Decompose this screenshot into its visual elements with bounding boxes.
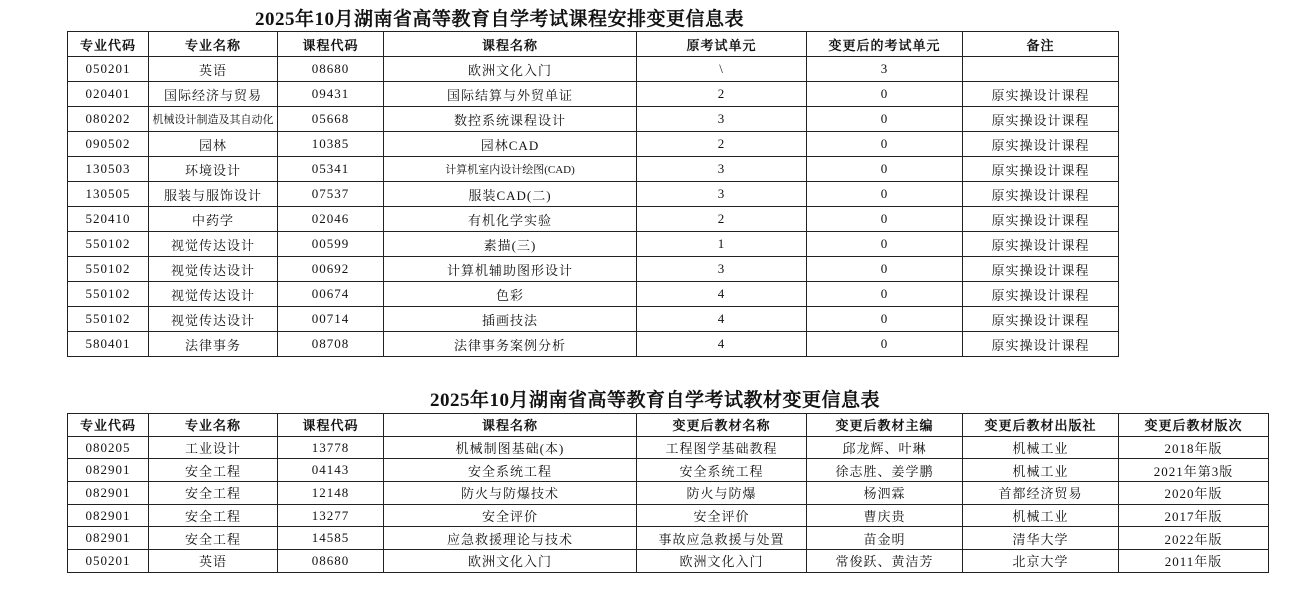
table-cell: 082901 [68, 459, 149, 482]
table-cell: 0 [807, 232, 963, 257]
table-cell: 020401 [68, 82, 149, 107]
table-cell: 中药学 [149, 207, 278, 232]
table-cell: 原实操设计课程 [963, 132, 1119, 157]
table-cell: 英语 [149, 550, 278, 573]
table-cell: 原实操设计课程 [963, 232, 1119, 257]
table-row [68, 550, 1269, 573]
column-header: 专业代码 [68, 414, 149, 437]
table-cell: 13277 [278, 504, 384, 527]
table-cell: 工程图学基础教程 [637, 436, 807, 459]
table-cell: 防火与防爆技术 [384, 482, 637, 505]
table-cell: 视觉传达设计 [149, 232, 278, 257]
table-cell: 原实操设计课程 [963, 282, 1119, 307]
table-cell: 05341 [278, 157, 384, 182]
table-row [68, 332, 1119, 357]
table-cell: 3 [637, 257, 807, 282]
table-cell: 欧洲文化入门 [384, 550, 637, 573]
table-row [68, 459, 1269, 482]
table-cell: 欧洲文化入门 [384, 57, 637, 82]
table-cell: 国际经济与贸易 [149, 82, 278, 107]
table-row [68, 157, 1119, 182]
table-cell: 1 [637, 232, 807, 257]
table-cell: 0 [807, 207, 963, 232]
table-cell: 050201 [68, 550, 149, 573]
table-cell: 原实操设计课程 [963, 257, 1119, 282]
table-cell: 00599 [278, 232, 384, 257]
table-row [68, 282, 1119, 307]
table-cell: 090502 [68, 132, 149, 157]
table-cell: 原实操设计课程 [963, 332, 1119, 357]
column-header: 变更后教材主编 [807, 414, 963, 437]
table-cell: 00674 [278, 282, 384, 307]
table-cell: 应急救援理论与技术 [384, 527, 637, 550]
table-cell: 12148 [278, 482, 384, 505]
table-cell: 机械设计制造及其自动化 [149, 107, 278, 132]
column-header: 备注 [963, 32, 1119, 57]
table-cell: 英语 [149, 57, 278, 82]
table-cell: 机械制图基础(本) [384, 436, 637, 459]
table-cell: 2 [637, 82, 807, 107]
table-cell: 580401 [68, 332, 149, 357]
table-cell: 工业设计 [149, 436, 278, 459]
course-change-table [67, 31, 1119, 357]
table-cell: 原实操设计课程 [963, 307, 1119, 332]
table-cell: 安全评价 [637, 504, 807, 527]
table-cell: 有机化学实验 [384, 207, 637, 232]
table-header-row [68, 414, 1269, 437]
table-cell: 园林 [149, 132, 278, 157]
table-cell: 首都经济贸易 [963, 482, 1119, 505]
table-row [68, 57, 1119, 82]
table-cell: 550102 [68, 257, 149, 282]
column-header: 原考试单元 [637, 32, 807, 57]
table-cell: 0 [807, 307, 963, 332]
table-cell: 2018年版 [1119, 436, 1269, 459]
table-cell: 550102 [68, 232, 149, 257]
table-cell: 3 [637, 182, 807, 207]
table-cell: 2017年版 [1119, 504, 1269, 527]
table-cell: 机械工业 [963, 504, 1119, 527]
table-header-row [68, 32, 1119, 57]
table-cell: 计算机辅助图形设计 [384, 257, 637, 282]
table-cell: 国际结算与外贸单证 [384, 82, 637, 107]
table-cell: 0 [807, 257, 963, 282]
table-cell: 3 [637, 107, 807, 132]
table-cell: 0 [807, 332, 963, 357]
table-cell: 080205 [68, 436, 149, 459]
table-cell: 082901 [68, 482, 149, 505]
table-cell: 0 [807, 182, 963, 207]
column-header: 变更后教材出版社 [963, 414, 1119, 437]
table-cell: 邱龙辉、叶琳 [807, 436, 963, 459]
table-cell: 00714 [278, 307, 384, 332]
table-cell: 130503 [68, 157, 149, 182]
table-cell: 安全工程 [149, 504, 278, 527]
textbook-change-table [67, 413, 1269, 573]
table-cell: 安全评价 [384, 504, 637, 527]
table-cell: 02046 [278, 207, 384, 232]
table-cell: 2021年第3版 [1119, 459, 1269, 482]
column-header: 专业名称 [149, 32, 278, 57]
table-cell: 2 [637, 207, 807, 232]
table-cell: 2011年版 [1119, 550, 1269, 573]
column-header: 专业名称 [149, 414, 278, 437]
table-cell: 550102 [68, 307, 149, 332]
table-row [68, 207, 1119, 232]
table-cell: 数控系统课程设计 [384, 107, 637, 132]
table-cell: 服装与服饰设计 [149, 182, 278, 207]
course-change-table-title: 2025年10月湖南省高等教育自学考试课程安排变更信息表 [255, 9, 745, 30]
table-cell: 0 [807, 107, 963, 132]
column-header: 课程代码 [278, 32, 384, 57]
table-cell: 0 [807, 157, 963, 182]
table-cell: 插画技法 [384, 307, 637, 332]
table-cell: 服装CAD(二) [384, 182, 637, 207]
table-cell: 原实操设计课程 [963, 157, 1119, 182]
table-cell: 北京大学 [963, 550, 1119, 573]
table-cell: 法律事务案例分析 [384, 332, 637, 357]
table-cell: 徐志胜、姜学鹏 [807, 459, 963, 482]
table-cell: 082901 [68, 527, 149, 550]
table-cell: 视觉传达设计 [149, 282, 278, 307]
table-cell: 2020年版 [1119, 482, 1269, 505]
table-cell: 082901 [68, 504, 149, 527]
table-cell: 素描(三) [384, 232, 637, 257]
table-cell: 520410 [68, 207, 149, 232]
table-row [68, 436, 1269, 459]
table-cell: 原实操设计课程 [963, 82, 1119, 107]
column-header: 课程代码 [278, 414, 384, 437]
table-cell: 原实操设计课程 [963, 207, 1119, 232]
table-cell: 130505 [68, 182, 149, 207]
table-cell: 08680 [278, 57, 384, 82]
table-cell: 2022年版 [1119, 527, 1269, 550]
column-header: 课程名称 [384, 32, 637, 57]
table-cell: 环境设计 [149, 157, 278, 182]
table-cell: 3 [637, 157, 807, 182]
table-cell: 0 [807, 282, 963, 307]
column-header: 变更后的考试单元 [807, 32, 963, 57]
table-cell: 2 [637, 132, 807, 157]
table-cell: 安全工程 [149, 482, 278, 505]
table-cell: 欧洲文化入门 [637, 550, 807, 573]
table-cell: 安全系统工程 [384, 459, 637, 482]
table-cell: 安全工程 [149, 527, 278, 550]
table-row [68, 482, 1269, 505]
table-row [68, 82, 1119, 107]
table-cell: 04143 [278, 459, 384, 482]
table-cell: 色彩 [384, 282, 637, 307]
table-cell: 08708 [278, 332, 384, 357]
table-cell: 14585 [278, 527, 384, 550]
table-cell: 10385 [278, 132, 384, 157]
table-cell: 0 [807, 82, 963, 107]
column-header: 专业代码 [68, 32, 149, 57]
table-row [68, 527, 1269, 550]
column-header: 变更后教材版次 [1119, 414, 1269, 437]
table-cell: 4 [637, 282, 807, 307]
table-cell: 清华大学 [963, 527, 1119, 550]
table-cell: 法律事务 [149, 332, 278, 357]
table-cell: 13778 [278, 436, 384, 459]
table-cell: 0 [807, 132, 963, 157]
table-row [68, 504, 1269, 527]
table-cell: 00692 [278, 257, 384, 282]
table-cell: 曹庆贵 [807, 504, 963, 527]
column-header: 变更后教材名称 [637, 414, 807, 437]
table-row [68, 107, 1119, 132]
table-cell: 080202 [68, 107, 149, 132]
table-cell: 原实操设计课程 [963, 107, 1119, 132]
table-cell: 550102 [68, 282, 149, 307]
table-cell: 安全系统工程 [637, 459, 807, 482]
table-cell: 3 [807, 57, 963, 82]
table-cell: 事故应急救援与处置 [637, 527, 807, 550]
table-cell: 安全工程 [149, 459, 278, 482]
column-header: 课程名称 [384, 414, 637, 437]
table-cell: \ [637, 57, 807, 82]
table-cell: 苗金明 [807, 527, 963, 550]
table-cell: 4 [637, 307, 807, 332]
table-cell: 防火与防爆 [637, 482, 807, 505]
table-cell: 机械工业 [963, 436, 1119, 459]
table-cell: 09431 [278, 82, 384, 107]
table-row [68, 307, 1119, 332]
table-row [68, 257, 1119, 282]
table-cell [963, 57, 1119, 82]
table-row [68, 182, 1119, 207]
table-cell: 视觉传达设计 [149, 257, 278, 282]
table-cell: 机械工业 [963, 459, 1119, 482]
table-cell: 杨泗霖 [807, 482, 963, 505]
table-cell: 原实操设计课程 [963, 182, 1119, 207]
textbook-change-table-title: 2025年10月湖南省高等教育自学考试教材变更信息表 [430, 390, 881, 411]
table-cell: 园林CAD [384, 132, 637, 157]
table-cell: 常俊跃、黄洁芳 [807, 550, 963, 573]
table-cell: 视觉传达设计 [149, 307, 278, 332]
table-cell: 05668 [278, 107, 384, 132]
table-row [68, 232, 1119, 257]
table-cell: 4 [637, 332, 807, 357]
table-cell: 计算机室内设计绘图(CAD) [384, 157, 637, 182]
table-cell: 050201 [68, 57, 149, 82]
table-row [68, 132, 1119, 157]
table-cell: 07537 [278, 182, 384, 207]
table-cell: 08680 [278, 550, 384, 573]
